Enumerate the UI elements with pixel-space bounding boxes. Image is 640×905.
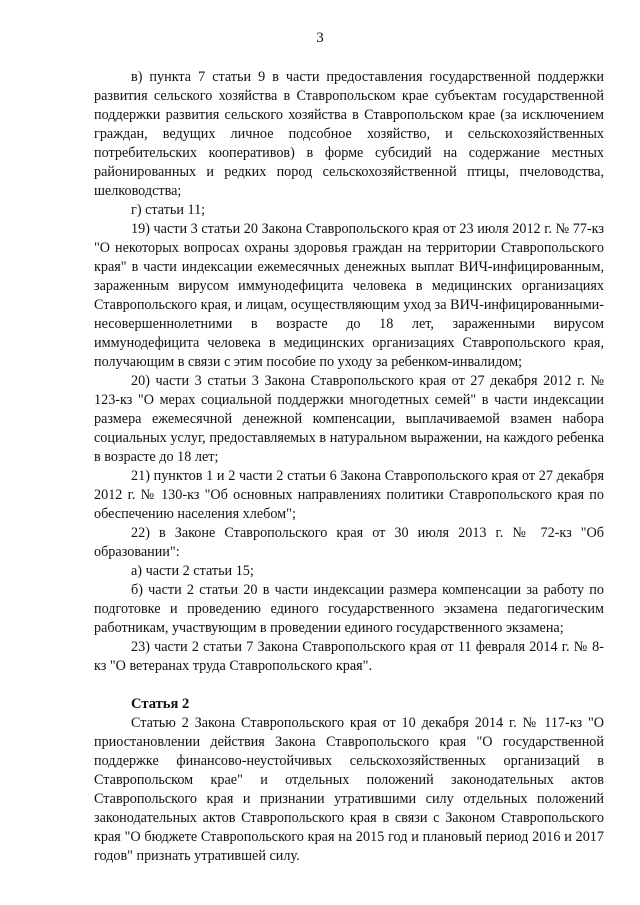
paragraph-item-23: 23) части 2 статьи 7 Закона Ставропольского края от 11 февраля 2014 г. № 8-кз "О ветеранах труда Ставропольского края". [94, 639, 604, 674]
paragraph-item-v: в) пункта 7 статьи 9 в части предоставления государственной поддержки развития сельского хозяйства в Ставропольском крае субъектам государственной поддержки развития сельского хозяйства в Ставропольском крае (за исключением граждан, ведущих личное подсобное хозяйство, и сельскохозяйственных потребительских кооперативов) в форме субсидий на содержание местных районированных и редких пород сельскохозяйственной птицы, пчеловодства, шелководства; [94, 69, 604, 199]
paragraph-item-21: 21) пунктов 1 и 2 части 2 статьи 6 Закона Ставропольского края от 27 декабря 2012 г. № 130-кз "Об основных направлениях политики Ставропольского края по обеспечению населения хлебом"; [94, 468, 604, 522]
paragraph-item-22: 22) в Законе Ставропольского края от 30 июля 2013 г. № 72-кз "Об образовании": [94, 525, 604, 560]
page-number: 3 [316, 30, 324, 46]
paragraph-item-22a: а) части 2 статьи 15; [131, 563, 254, 579]
paragraph-item-22b: б) части 2 статьи 20 в части индексации размера компенсации за работу по подготовке и проведению единого государственного экзамена педагогическим работникам, участвующим в проведении единого государственного экзамена; [94, 582, 604, 636]
article-2-text: Статью 2 Закона Ставропольского края от 10 декабря 2014 г. № 117-кз "О приостановлении действия Закона Ставропольского края "О государственной поддержке финансово-неустойчивых сельскохозяйственных организаций в Ставропольском крае" и отдельных положений законодательных актов Ставропольского края и признании утратившими силу отдельных положений законодательных актов Ставропольского края в связи с Законом Ставропольского края "О бюджете Ставропольского края на 2015 год и плановый период 2016 и 2017 годов" признать утратившей силу. [94, 715, 604, 864]
document-body [94, 68, 604, 866]
article-2-heading: Статья 2 [131, 696, 190, 712]
paragraph-item-19: 19) части 3 статьи 20 Закона Ставропольского края от 23 июля 2012 г. № 77-кз "О некоторых вопросах охраны здоровья граждан на территории Ставропольского края" в части индексации ежемесячных денежных выплат ВИЧ-инфицированным, зараженным вирусом иммунодефицита человека в медицинских организациях Ставропольского края, и лицам, осуществляющим уход за ВИЧ-инфицированными-несовершеннолетними в возрасте до 18 лет, зараженными вирусом иммунодефицита человека в медицинских организациях Ставропольского края, получающим в связи с этим пособие по уходу за ребенком-инвалидом; [94, 221, 604, 370]
paragraph-item-g: г) статьи 11; [131, 202, 206, 218]
section-spacer [94, 676, 604, 695]
paragraph-item-20: 20) части 3 статьи 3 Закона Ставропольского края от 27 декабря 2012 г. № 123-кз "О мерах социальной поддержки многодетных семей" в части индексации размера ежемесячной денежной компенсации, выплачиваемой взамен набора социальных услуг, предоставляемых в натуральном выражении, на каждого ребенка в возрасте до 18 лет; [94, 373, 604, 465]
